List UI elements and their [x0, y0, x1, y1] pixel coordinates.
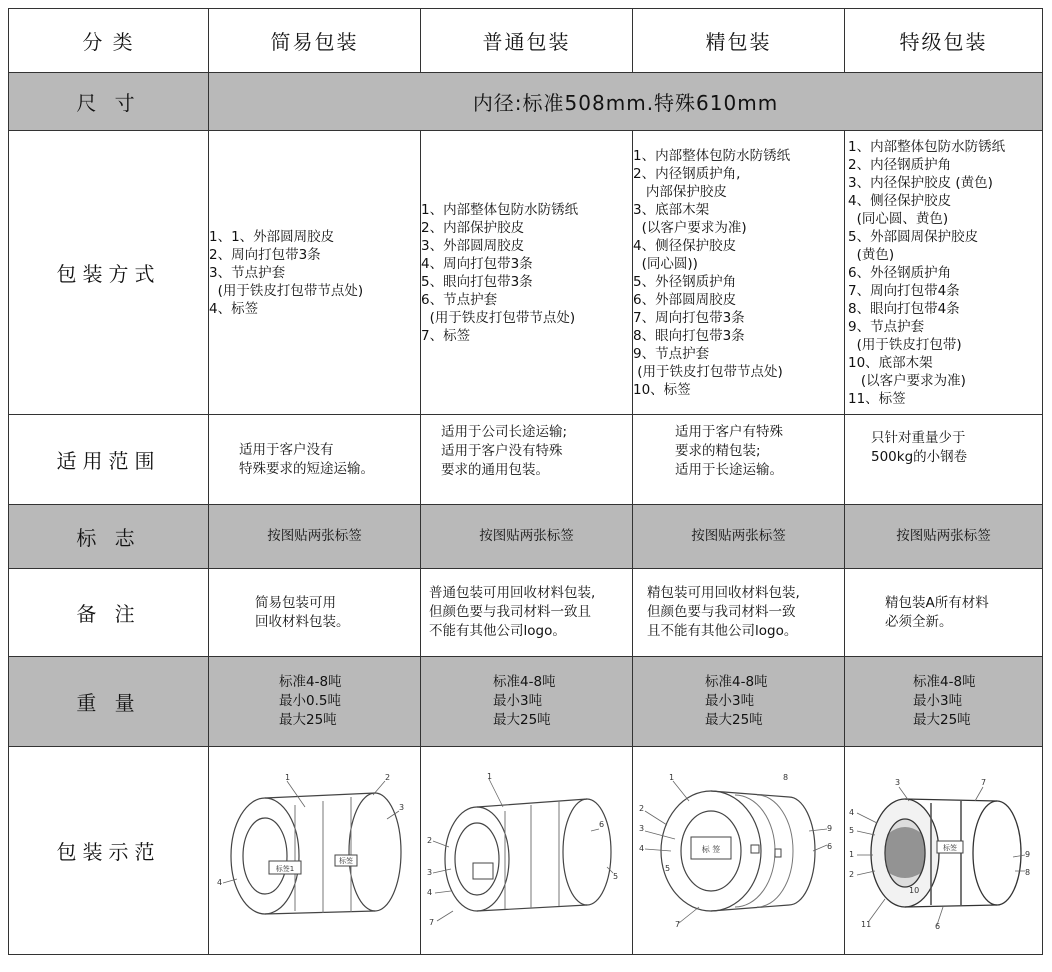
callout-number: 1	[668, 772, 674, 782]
method-line: 5、外径钢质护角	[633, 273, 737, 290]
packaging-method-special	[845, 131, 1043, 415]
dimension-label: 尺 寸	[9, 73, 209, 131]
scope-line: 500kg的小钢卷	[871, 449, 968, 465]
callout-number: 4	[848, 807, 854, 817]
callout-number: 3	[894, 777, 900, 787]
packaging-method-fine	[633, 131, 845, 415]
callout-number: 2	[384, 772, 390, 782]
packaging-spec-table	[8, 8, 1043, 955]
method-line: 4、侧径保护胶皮	[633, 237, 737, 254]
method-line: 2、内部保护胶皮	[421, 219, 525, 236]
scope-line: 适用于长途运输。	[675, 462, 783, 478]
remarks-normal	[421, 569, 633, 657]
clip-marker	[751, 845, 759, 853]
remarks-row	[9, 569, 1043, 657]
remark-line: 普通包装可用回收材料包装,	[429, 585, 596, 601]
method-line: 5、眼向打包带3条	[421, 273, 533, 290]
method-line: 4、标签	[209, 300, 259, 317]
callout-number: 1	[284, 772, 290, 782]
scope-line: 适用于客户有特殊	[675, 424, 783, 440]
method-line: (同心圆、黄色)	[848, 210, 949, 227]
method-line: 7、周向打包带3条	[633, 309, 745, 326]
callout-number: 6	[598, 819, 604, 829]
callout-number: 5	[612, 871, 618, 881]
remark-line: 且不能有其他公司logo。	[647, 623, 798, 639]
weight-line: 最小3吨	[705, 693, 755, 709]
method-line: (同心圆))	[633, 255, 698, 272]
callout-number: 2	[848, 869, 854, 879]
scope-line: 适用于客户没有特殊	[441, 443, 563, 459]
callout-number: 6	[826, 841, 832, 851]
weight-special	[845, 657, 1043, 747]
method-line: 2、周向打包带3条	[209, 246, 321, 263]
method-line: 7、标签	[421, 327, 471, 344]
scope-line: 适用于客户没有	[239, 441, 334, 458]
weight-label: 重 量	[9, 657, 209, 747]
weight-line: 标准4-8吨	[279, 674, 342, 690]
method-line: 3、内径保护胶皮 (黄色)	[848, 174, 993, 191]
marking-label: 标 志	[9, 505, 209, 569]
demo-simple	[209, 747, 421, 955]
scope-fine	[633, 415, 845, 505]
callout-number: 1	[486, 771, 492, 781]
label-tag-text: 标签1	[275, 864, 294, 873]
callout-number: 8	[1024, 867, 1030, 877]
weight-line: 标准4-8吨	[705, 674, 768, 690]
scope-special	[845, 415, 1043, 505]
weight-line: 标准4-8吨	[493, 674, 556, 690]
callout-number: 4	[426, 887, 432, 897]
method-line: (以客户要求为准)	[848, 372, 966, 389]
scope-line: 适用于公司长途运输;	[441, 424, 568, 440]
method-line: 1、内部整体包防水防锈纸	[633, 147, 791, 164]
callout-number: 7	[674, 919, 680, 929]
callout-number: 4	[216, 877, 222, 887]
scope-line: 特殊要求的短途运输。	[239, 460, 374, 477]
method-line: (用于铁皮打包带节点处)	[633, 363, 783, 380]
method-line: (以客户要求为准)	[633, 219, 747, 236]
method-line: (黄色)	[848, 246, 895, 263]
callout-number: 6	[934, 921, 940, 931]
scope-row	[9, 415, 1043, 505]
label-tag-text: 标 签	[701, 844, 720, 854]
method-line: 5、外部圆周保护胶皮	[848, 228, 979, 245]
method-line: 6、外部圆周胶皮	[633, 291, 737, 308]
label-tag	[473, 863, 493, 879]
method-line: (用于铁皮打包带节点处)	[209, 282, 364, 299]
callout-number: 8	[782, 772, 788, 782]
scope-simple	[209, 415, 421, 505]
callout-number: 2	[638, 803, 644, 813]
header-normal: 普通包装	[421, 9, 633, 73]
packaging-method-row	[9, 131, 1043, 415]
remarks-special	[845, 569, 1043, 657]
method-line: 10、底部木架	[848, 354, 933, 371]
method-line: 2、内径钢质护角	[848, 156, 952, 173]
callout-number: 10	[908, 885, 919, 895]
method-line: 3、节点护套	[209, 264, 286, 281]
remarks-fine	[633, 569, 845, 657]
method-line: 7、周向打包带4条	[848, 282, 960, 299]
method-line: 8、眼向打包带4条	[848, 300, 960, 317]
method-line: 10、标签	[633, 381, 691, 398]
callout-number: 7	[980, 777, 986, 787]
method-line: (用于铁皮打包带)	[848, 336, 962, 353]
weight-simple	[209, 657, 421, 747]
header-simple: 简易包装	[209, 9, 421, 73]
label-tag-text: 标签	[338, 856, 353, 865]
scope-label: 适用范围	[9, 415, 209, 505]
header-special: 特级包装	[845, 9, 1043, 73]
remark-line: 但颜色要与我司材料一致	[647, 604, 796, 620]
remark-line: 不能有其他公司logo。	[429, 623, 566, 639]
demo-fine	[633, 747, 845, 955]
marking-fine: 按图贴两张标签	[633, 505, 845, 569]
remark-line: 回收材料包装。	[255, 613, 350, 630]
callout-number: 1	[848, 849, 854, 859]
dimension-row	[9, 73, 1043, 131]
method-line: 3、底部木架	[633, 201, 710, 218]
demo-normal	[421, 747, 633, 955]
packaging-method-label: 包装方式	[9, 131, 209, 415]
marking-normal: 按图贴两张标签	[421, 505, 633, 569]
method-line: 内部保护胶皮	[633, 183, 727, 200]
coil-illustration-special	[849, 771, 1039, 931]
coil-illustration-simple	[215, 771, 415, 931]
dimension-value: 内径:标准508mm.特殊610mm	[209, 73, 1043, 131]
callout-number: 9	[826, 823, 832, 833]
label-tag-text: 标签	[942, 843, 957, 852]
marking-simple: 按图贴两张标签	[209, 505, 421, 569]
method-line: 2、内径钢质护角,	[633, 165, 741, 182]
packaging-method-normal	[421, 131, 633, 415]
method-line: 1、内部整体包防水防锈纸	[848, 138, 1006, 155]
scope-normal	[421, 415, 633, 505]
demo-row	[9, 747, 1043, 955]
remarks-label: 备 注	[9, 569, 209, 657]
method-line: 1、内部整体包防水防锈纸	[421, 201, 579, 218]
weight-line: 最大25吨	[705, 712, 763, 728]
weight-line: 最小3吨	[493, 693, 543, 709]
callout-number: 3	[426, 867, 432, 877]
demo-special	[845, 747, 1043, 955]
callout-number: 5	[848, 825, 854, 835]
method-line: 11、标签	[848, 390, 906, 407]
weight-line: 最大25吨	[279, 712, 337, 728]
remark-line: 简易包装可用	[255, 594, 336, 611]
packaging-method-simple	[209, 131, 421, 415]
scope-line: 要求的通用包装。	[441, 462, 549, 478]
remark-line: 必须全新。	[885, 613, 953, 630]
coil-illustration-fine	[639, 771, 839, 931]
remark-line: 精包装A所有材料	[885, 594, 989, 611]
remark-line: 但颜色要与我司材料一致且	[429, 604, 591, 620]
method-line: 6、节点护套	[421, 291, 498, 308]
weight-line: 最小3吨	[913, 693, 963, 709]
callout-number: 5	[664, 863, 670, 873]
header-category: 分 类	[9, 9, 209, 73]
marking-special: 按图贴两张标签	[845, 505, 1043, 569]
coil-illustration-normal	[427, 771, 627, 931]
weight-line: 最大25吨	[493, 712, 551, 728]
callout-number: 11	[860, 919, 871, 929]
remark-line: 精包装可用回收材料包装,	[647, 585, 800, 601]
callout-number: 2	[426, 835, 432, 845]
method-line: 3、外部圆周胶皮	[421, 237, 525, 254]
weight-normal	[421, 657, 633, 747]
method-line: 1、1、外部圆周胶皮	[209, 228, 335, 245]
weight-line: 标准4-8吨	[913, 674, 976, 690]
method-line: (用于铁皮打包带节点处)	[421, 309, 576, 326]
header-fine: 精包装	[633, 9, 845, 73]
weight-row	[9, 657, 1043, 747]
weight-line: 最大25吨	[913, 712, 971, 728]
clip-marker	[775, 849, 781, 857]
demo-label: 包装示范	[9, 747, 209, 955]
weight-line: 最小0.5吨	[279, 693, 341, 709]
weight-fine	[633, 657, 845, 747]
marking-row	[9, 505, 1043, 569]
callout-number: 3	[398, 802, 404, 812]
header-row	[9, 9, 1043, 73]
scope-line: 只针对重量少于	[871, 430, 966, 446]
remarks-simple	[209, 569, 421, 657]
method-line: 4、侧径保护胶皮	[848, 192, 952, 209]
callout-number: 4	[638, 843, 644, 853]
method-line: 9、节点护套	[633, 345, 710, 362]
method-line: 6、外径钢质护角	[848, 264, 952, 281]
callout-number: 3	[638, 823, 644, 833]
inner-protector	[885, 827, 925, 878]
method-line: 8、眼向打包带3条	[633, 327, 745, 344]
callout-number: 7	[428, 917, 434, 927]
scope-line: 要求的精包装;	[675, 443, 761, 459]
callout-number: 9	[1024, 849, 1030, 859]
method-line: 4、周向打包带3条	[421, 255, 533, 272]
method-line: 9、节点护套	[848, 318, 925, 335]
